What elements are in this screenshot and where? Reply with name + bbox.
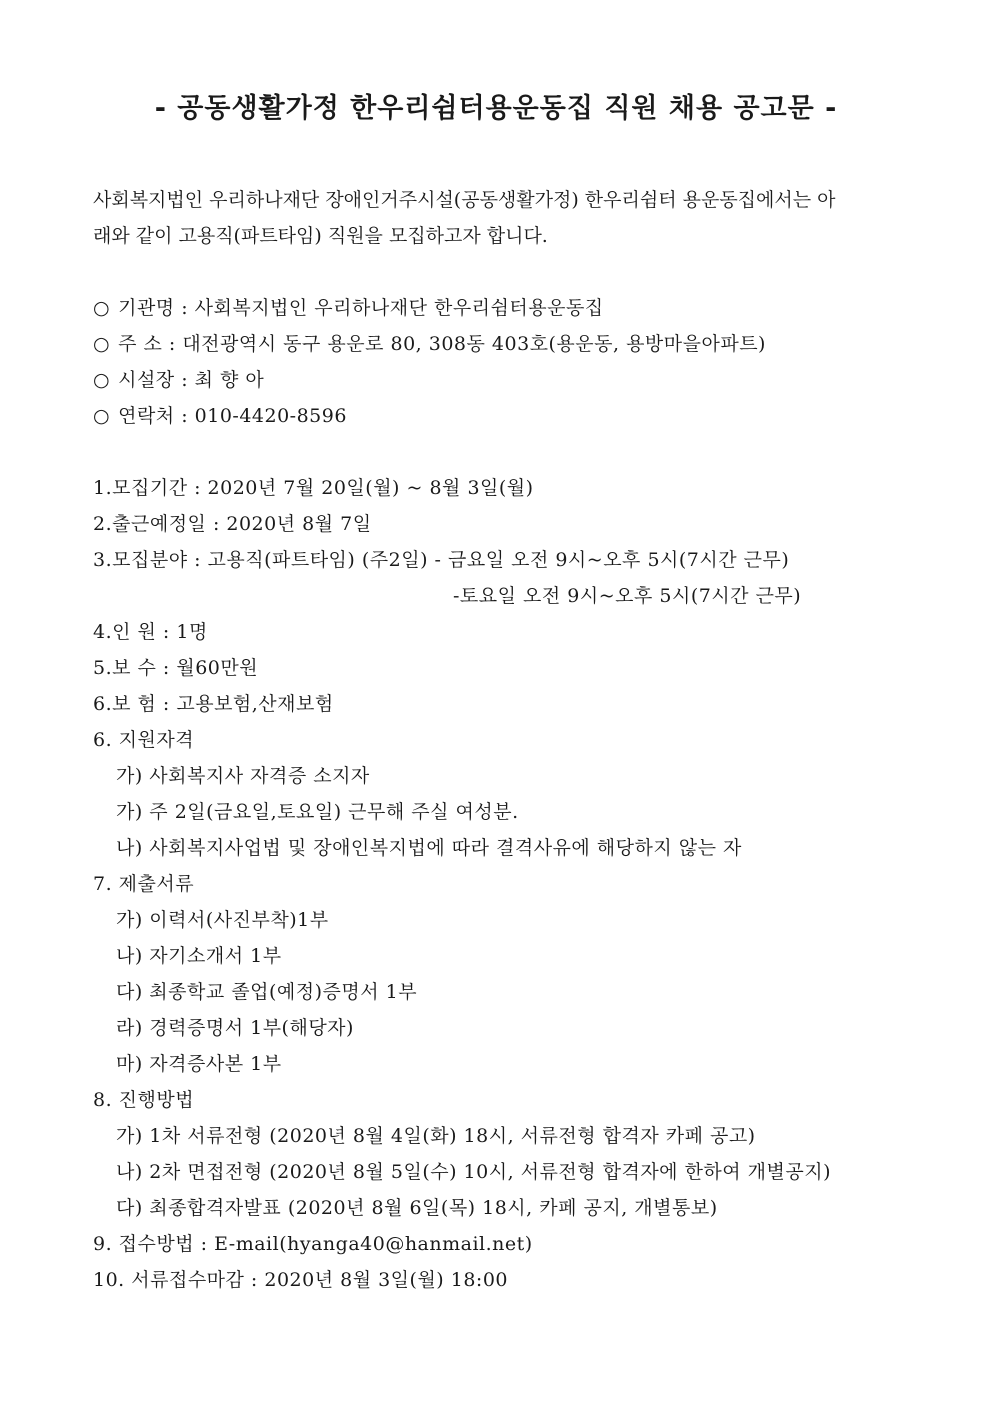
document-item: 가) 이력서(사진부착)1부 <box>116 909 329 931</box>
item-deadline: 10. 서류접수마감 : 2020년 8월 3일(월) 18:00 <box>93 1269 509 1291</box>
info-org-text: 기관명 : 사회복지법인 우리하나재단 한우리쉼터용운동집 <box>118 297 604 319</box>
info-org <box>93 296 604 320</box>
circle-bullet-icon: ○ <box>93 297 111 319</box>
info-contact <box>93 404 347 428</box>
qualification-item: 가) 주 2일(금요일,토요일) 근무해 주실 여성분. <box>116 801 519 823</box>
qualification-item: 나) 사회복지사업법 및 장애인복지법에 따라 결격사유에 해당하지 않는 자 <box>116 837 742 859</box>
document-item: 다) 최종학교 졸업(예정)증명서 1부 <box>116 981 418 1003</box>
document-item: 나) 자기소개서 1부 <box>116 945 282 967</box>
info-director-text: 시설장 : 최 향 아 <box>118 369 265 391</box>
info-director <box>93 368 264 392</box>
section-process-heading: 8. 진행방법 <box>93 1089 195 1111</box>
intro-paragraph-line-2: 래와 같이 고용직(파트타임) 직원을 모집하고자 합니다. <box>93 225 548 247</box>
circle-bullet-icon: ○ <box>93 369 111 391</box>
info-address <box>93 332 766 356</box>
section-qualification-heading: 6. 지원자격 <box>93 729 195 751</box>
item-salary: 5.보 수 : 월60만원 <box>93 657 259 679</box>
info-contact-text: 연락처 : 010-4420-8596 <box>118 405 347 427</box>
process-item: 나) 2차 면접전형 (2020년 8월 5일(수) 10시, 서류전형 합격자에 한하여 개별공지) <box>116 1161 831 1183</box>
item-period: 1.모집기간 : 2020년 7월 20일(월) ~ 8월 3일(월) <box>93 477 534 499</box>
intro-paragraph-line-1: 사회복지법인 우리하나재단 장애인거주시설(공동생활가정) 한우리쉼터 용운동집에서는 아 <box>93 189 836 211</box>
process-item: 가) 1차 서류전형 (2020년 8월 4일(화) 18시, 서류전형 합격자 카페 공고) <box>116 1125 756 1147</box>
process-item: 다) 최종합격자발표 (2020년 8월 6일(목) 18시, 카페 공지, 개별통보) <box>116 1197 718 1219</box>
document-item: 라) 경력증명서 1부(해당자) <box>116 1017 354 1039</box>
page-title: - 공동생활가정 한우리쉼터용운동집 직원 채용 공고문 - <box>154 93 838 124</box>
item-start-date: 2.출근예정일 : 2020년 8월 7일 <box>93 513 372 535</box>
qualification-item: 가) 사회복지사 자격증 소지자 <box>116 765 370 787</box>
item-application-method: 9. 접수방법 : E-mail(hyanga40@hanmail.net) <box>93 1233 533 1255</box>
item-headcount: 4.인 원 : 1명 <box>93 621 208 643</box>
section-documents-heading: 7. 제출서류 <box>93 873 195 895</box>
circle-bullet-icon: ○ <box>93 333 111 355</box>
item-field-continued: -토요일 오전 9시~오후 5시(7시간 근무) <box>453 585 802 607</box>
info-address-text: 주 소 : 대전광역시 동구 용운로 80, 308동 403호(용운동, 용방마을아파트) <box>118 333 766 355</box>
circle-bullet-icon: ○ <box>93 405 111 427</box>
document-item: 마) 자격증사본 1부 <box>116 1053 282 1075</box>
item-field: 3.모집분야 : 고용직(파트타임) (주2일) - 금요일 오전 9시~오후 5시(7시간 근무) <box>93 549 790 571</box>
item-insurance: 6.보 험 : 고용보험,산재보험 <box>93 693 334 715</box>
